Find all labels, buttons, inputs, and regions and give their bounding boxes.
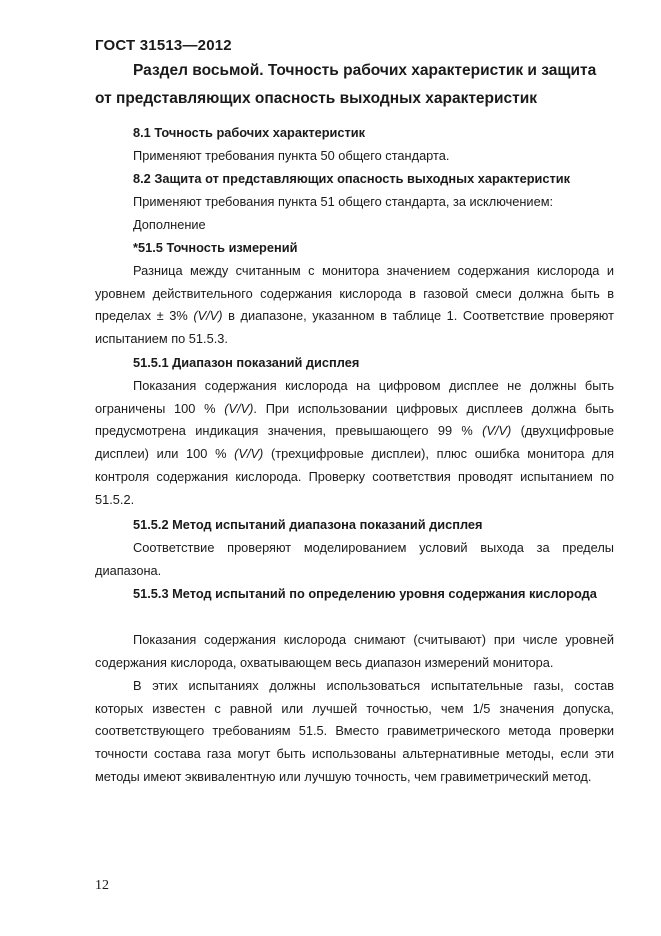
page-number: 12 <box>95 878 109 893</box>
document-code: ГОСТ 31513—2012 <box>95 37 232 54</box>
heading-8-1: 8.1 Точность рабочих характеристик <box>133 125 366 140</box>
unit-v-v: (V/V) <box>224 400 254 416</box>
section-title-line-2: от представляющих опасность выходных характеристик <box>95 90 538 107</box>
paragraph-8-2: Применяют требования пункта 51 общего стандарта, за исключением: <box>133 194 554 209</box>
paragraph-51-5: Разница между считанным с монитора значением содержания кислорода и уровнем действительного содержания кислорода в газовой смеси должна быть в пределах ± 3% (V/V) в диапазоне, указанном в таблице 1. Соответствие проверяют испытанием по 51.5.3. <box>95 263 614 347</box>
heading-8-2: 8.2 Защита от представляющих опасность выходных характеристик <box>133 171 571 186</box>
heading-51-5: *51.5 Точность измерений <box>133 240 298 255</box>
unit-v-v: (V/V) <box>234 446 264 462</box>
section-title <box>95 57 617 113</box>
paragraph-8-1: Применяют требования пункта 50 общего стандарта. <box>133 148 450 163</box>
unit-v-v: (V/V) <box>193 308 223 324</box>
unit-v-v: (V/V) <box>482 423 512 439</box>
heading-51-5-3: 51.5.3 Метод испытаний по определению уровня содержания кислорода <box>133 586 597 601</box>
section-title-line-1: Раздел восьмой. Точность рабочих характеристик и защита <box>133 62 597 79</box>
paragraph-51-5-1: Показания содержания кислорода на цифровом дисплее не должны быть ограничены 100 % (V/V). При использовании цифровых дисплеев должна быть предусмотрена индикация значения, превышающего 99 % (V/V) (двухцифровые дисплеи) или 100 % (V/V) (трехцифровые дисплеи), плюс ошибка монитора для контроля содержания кислорода. Проверку соответствия проводят испытанием по 51.5.2. <box>95 378 615 507</box>
paragraph-51-5-3-a: Показания содержания кислорода снимают (считывают) при числе уровней содержания кислорода, охватывающем весь диапазон измерений монитора. <box>95 632 614 670</box>
heading-51-5-2: 51.5.2 Метод испытаний диапазона показаний дисплея <box>133 517 483 532</box>
addition-label: Дополнение <box>133 217 206 232</box>
paragraph-51-5-2: Соответствие проверяют моделированием условий выхода за пределы диапазона. <box>95 540 614 578</box>
paragraph-51-5-3-b: В этих испытаниях должны использоваться испытательные газы, состав которых известен с равной или лучшей точностью, чем 1/5 значения допуска, соответствующего требованиям 51.5. Вместо гравиметрического метода проверки точности состава газа могут быть использованы альтернативные методы, если эти методы имеют эквивалентную или лучшую точность, чем гравиметрический метод. <box>95 678 614 784</box>
heading-51-5-1: 51.5.1 Диапазон показаний дисплея <box>133 355 360 370</box>
